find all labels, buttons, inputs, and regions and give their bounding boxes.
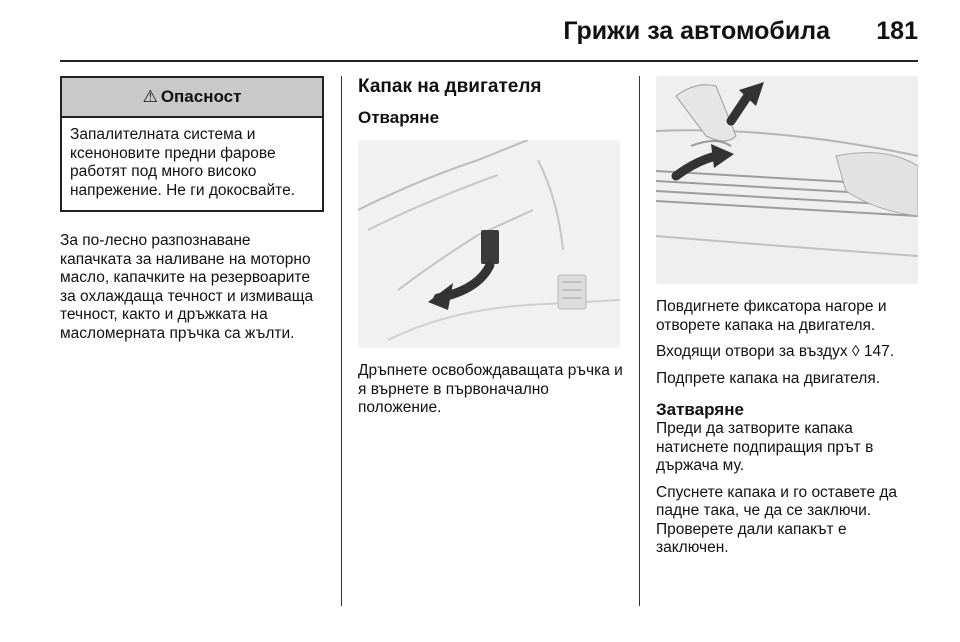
column-divider-1 xyxy=(341,76,342,606)
hood-latch-illustration xyxy=(656,76,918,284)
air-inlets-label: Входящи отвори за въздух xyxy=(656,343,848,360)
danger-heading xyxy=(62,78,322,118)
closing-step-2: Спуснете капака и го оставете да падне така, че да се заключи. Проверете дали капакът е заключен. xyxy=(656,483,898,556)
header-rule xyxy=(60,60,918,62)
release-lever-drawing xyxy=(358,140,620,348)
page-title: Грижи за автомобила xyxy=(563,17,830,45)
danger-heading-label: Опасност xyxy=(160,87,242,106)
hood-latch-drawing xyxy=(656,76,918,284)
warning-triangle-icon: ⚠ xyxy=(142,87,158,106)
column-2 xyxy=(358,76,624,418)
page-header xyxy=(0,0,960,62)
release-lever-illustration xyxy=(358,140,620,348)
air-inlets-text xyxy=(656,343,918,362)
page-reference-icon: ◊ xyxy=(851,343,860,360)
release-lever-text: Дръпнете освобождаващата ръчка и я върнете в първоначално положение. xyxy=(358,362,623,416)
column-divider-2 xyxy=(639,76,640,606)
section-title-hood: Капак на двигателя xyxy=(358,76,542,97)
column-3 xyxy=(656,76,918,558)
yellow-caps-paragraph: За по-лесно разпознаване капачката за наливане на моторно масло, капачките на резервоарите за охлаждаща течност и измиваща течност, както и дръжката на масломерната пръчка са жълти. xyxy=(60,232,314,342)
subsection-title-opening: Отваряне xyxy=(358,108,440,127)
page-number: 181 xyxy=(876,17,918,45)
closing-step-1: Преди да затворите капака натиснете подпиращия прът в държача му. xyxy=(656,420,874,474)
danger-box xyxy=(60,76,324,212)
lift-latch-text: Повдигнете фиксатора нагоре и отворете капака на двигателя. xyxy=(656,298,887,334)
page-reference[interactable]: 147. xyxy=(863,343,895,360)
subsection-title-closing: Затваряне xyxy=(656,400,744,419)
column-1 xyxy=(60,76,324,343)
danger-text: Запалителната система и ксеноновите предни фарове работят под много високо напрежение. Не ги докосвайте. xyxy=(70,126,295,199)
support-hood-text: Подпрете капака на двигателя. xyxy=(656,369,881,387)
release-lever xyxy=(481,230,499,264)
